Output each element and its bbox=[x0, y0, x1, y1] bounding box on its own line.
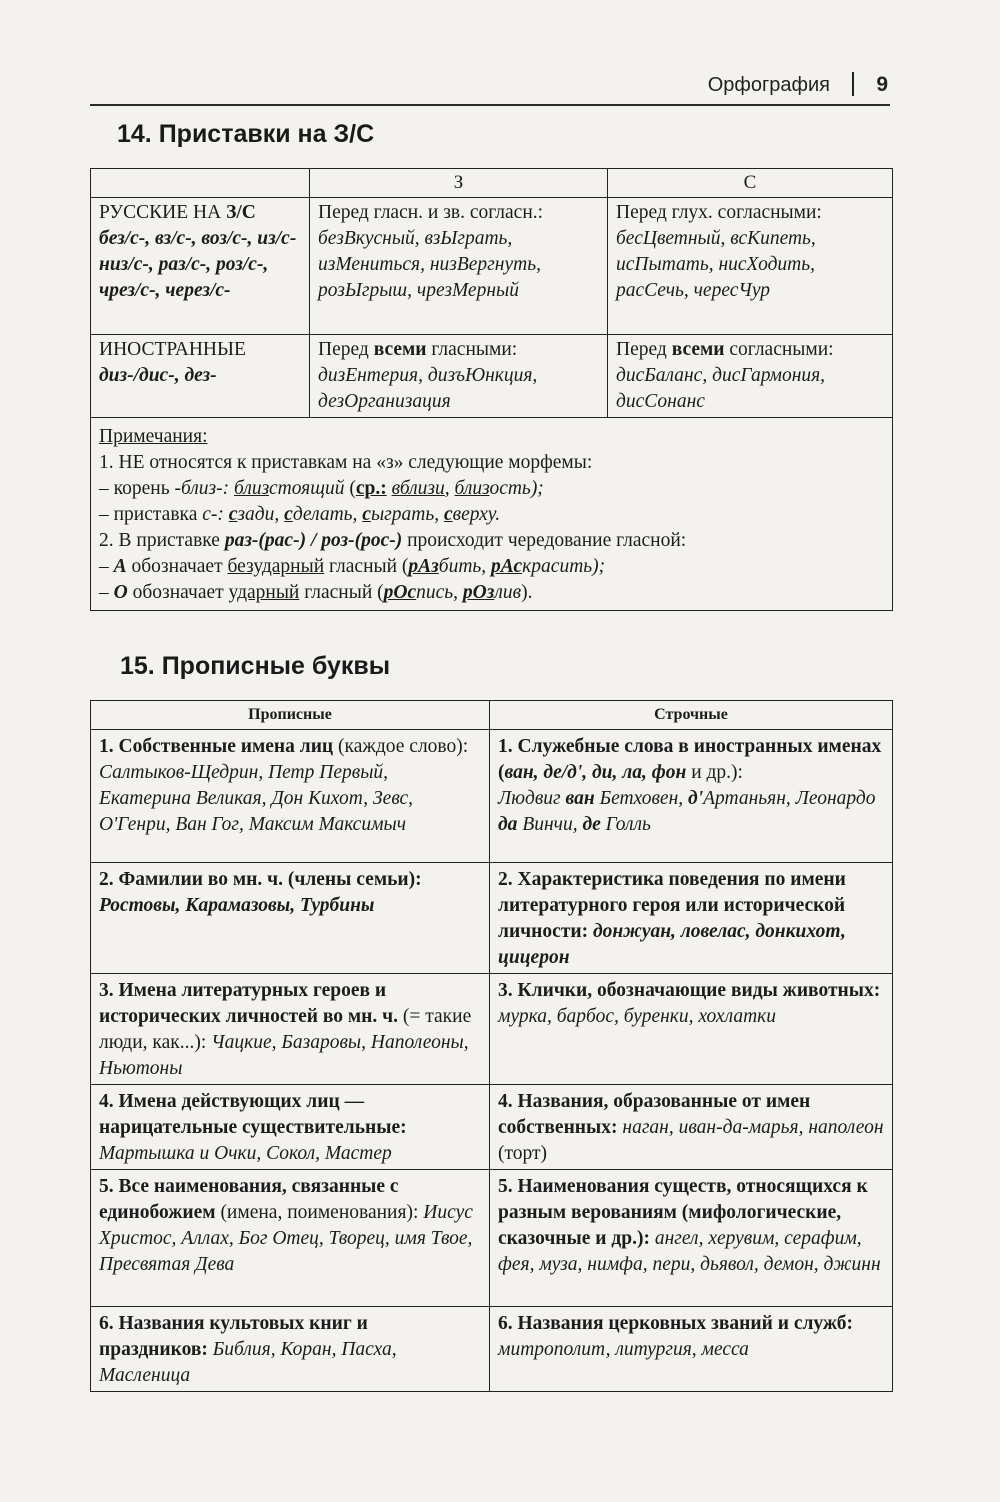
lower-rule-3: 3. Клички, обозначающие виды животных: мурка, барбос, буренки, хохлатки bbox=[490, 974, 893, 1085]
upper-rule-5: 5. Все наименования, связанные с единобожием (имена, поименования): Иисус Христос, Аллах, Бог Отец, Творец, имя Твое, Пресвятая Дева bbox=[91, 1170, 490, 1307]
lower-rule-5: 5. Наименования существ, относящихся к разным верованиям (мифологические, сказочные и др.): ангел, херувим, серафим, фея, муза, нимфа, пери, дьявол, демон, джинн bbox=[490, 1170, 893, 1307]
lower-rule-6: 6. Названия церковных званий и служб: митрополит, литургия, месса bbox=[490, 1307, 893, 1392]
header-lowercase: Строчные bbox=[490, 701, 893, 730]
russian-prefixes-cell: РУССКИЕ НА З/С без/с-, вз/с-, воз/с-, из/с- низ/с-, раз/с-, роз/с-, чрез/с-, через/с- bbox=[91, 198, 310, 335]
lower-rule-1: 1. Служебные слова в иностранных именах (ван, де/д', ди, ла, фон и др.): Людвиг ван Бетховен, д'Артаньян, Леонардо да Винчи, де Голль bbox=[490, 730, 893, 863]
header-empty bbox=[91, 169, 310, 198]
notes-cell bbox=[91, 418, 893, 611]
upper-rule-1: 1. Собственные имена лиц (каждое слово): Салтыков-Щедрин, Петр Первый, Екатерина Великая, Дон Кихот, Зевс, О'Генри, Ван Гог, Максим Максимыч bbox=[91, 730, 490, 863]
russian-s-rule-cell: Перед глух. согласными: бесЦветный, всКипеть, исПытать, нисХодить, расСечь, чересЧур bbox=[608, 198, 893, 335]
section-14-title: 14. Приставки на З/С bbox=[117, 120, 375, 148]
header-s: С bbox=[608, 169, 893, 198]
foreign-prefixes-cell: ИНОСТРАННЫЕ диз-/дис-, дез- bbox=[91, 335, 310, 418]
capital-letters-table bbox=[90, 700, 893, 1392]
note-2b: – О обозначает ударный гласный (рОспись, рОзлив). bbox=[99, 582, 533, 603]
note-2a: – А обозначает безударный гласный (рАзбить, рАскрасить); bbox=[99, 556, 606, 577]
page-header bbox=[90, 68, 890, 106]
upper-rule-2: 2. Фамилии во мн. ч. (члены семьи): Ростовы, Карамазовы, Турбины bbox=[91, 863, 490, 974]
header-z: З bbox=[310, 169, 608, 198]
notes-title: Примечания: bbox=[99, 426, 208, 447]
foreign-s-rule-cell: Перед всеми согласными: дисБаланс, дисГармония, дисСонанс bbox=[608, 335, 893, 418]
note-1: 1. НЕ относятся к приставкам на «з» следующие морфемы: bbox=[99, 452, 593, 473]
note-2: 2. В приставке раз-(рас-) / роз-(рос-) происходит чередование гласной: bbox=[99, 530, 687, 551]
header-uppercase: Прописные bbox=[91, 701, 490, 730]
section-15-title: 15. Прописные буквы bbox=[120, 652, 391, 680]
lower-rule-2: 2. Характеристика поведения по имени литературного героя или исторической личности: донжуан, ловелас, донкихот, цицерон bbox=[490, 863, 893, 974]
russian-z-rule-cell: Перед гласн. и зв. согласн.: безВкусный, взЫграть, изМениться, низВергнуть, розЫгрыш, чрезМерный bbox=[310, 198, 608, 335]
note-1a: – корень -близ-: близстоящий (ср.: вблизи, близость); bbox=[99, 478, 544, 499]
upper-rule-3: 3. Имена литературных героев и исторических личностей во мн. ч. (= такие люди, как...): Чацкие, Базаровы, Наполеоны, Ньютоны bbox=[91, 974, 490, 1085]
header-divider bbox=[852, 72, 854, 96]
upper-rule-4: 4. Имена действующих лиц — нарицательные существительные: Мартышка и Очки, Сокол, Мастер bbox=[91, 1085, 490, 1170]
upper-rule-6: 6. Названия культовых книг и праздников: Библия, Коран, Пасха, Масленица bbox=[91, 1307, 490, 1392]
russian-prefix-list: без/с-, вз/с-, воз/с-, из/с- низ/с-, раз/с-, роз/с-, чрез/с-, через/с- bbox=[99, 228, 297, 301]
page-number: 9 bbox=[876, 73, 888, 96]
note-1b: – приставка с-: сзади, сделать, сыграть, сверху. bbox=[99, 504, 501, 525]
lower-rule-4: 4. Названия, образованные от имен собственных: наган, иван-да-марья, наполеон (торт) bbox=[490, 1085, 893, 1170]
running-head-section: Орфография bbox=[707, 74, 830, 96]
foreign-z-rule-cell: Перед всеми гласными: дизЕнтерия, дизъЮнкция, дезОрганизация bbox=[310, 335, 608, 418]
prefix-z-s-table bbox=[90, 168, 893, 611]
